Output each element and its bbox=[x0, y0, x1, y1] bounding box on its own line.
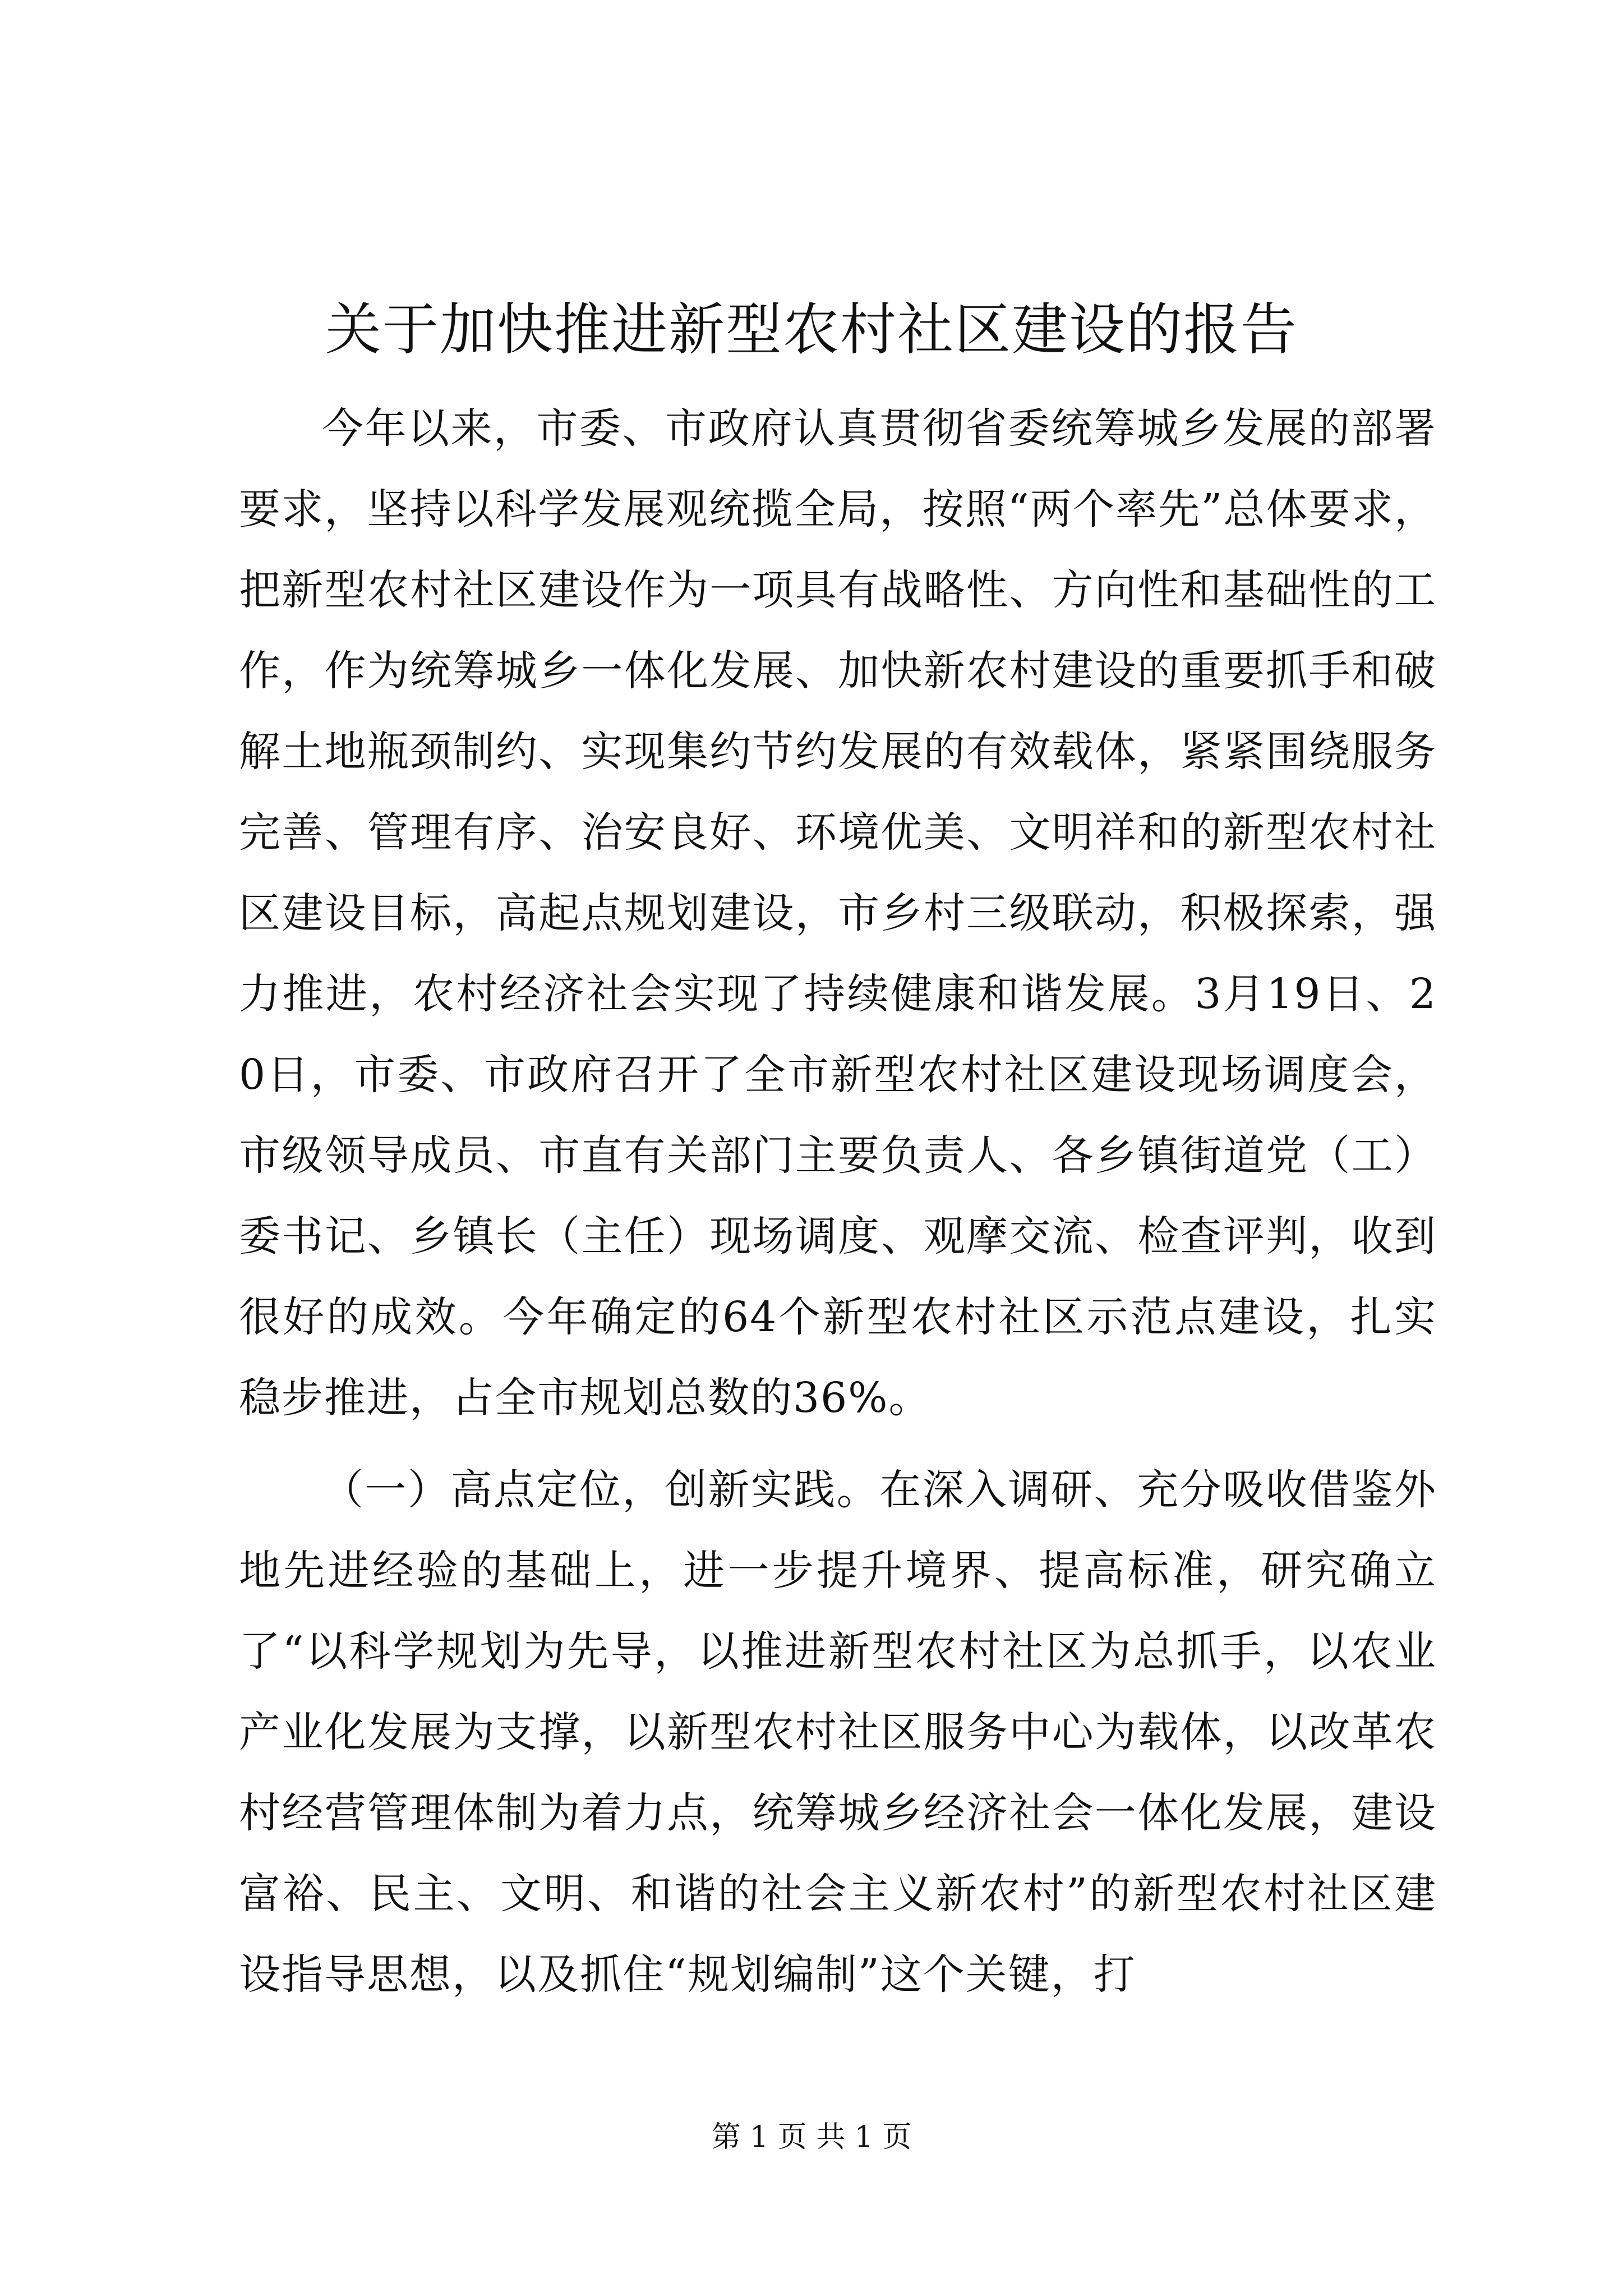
paragraph-section-one: （一）高点定位，创新实践。在深入调研、充分吸收借鉴外地先进经验的基础上，进一步提升境界、提高标准，研究确立了“以科学规划为先导，以推进新型农村社区为总抓手，以农业产业化发展为支撑，以新型农村社区服务中心为载体，以改革农村经营管理体制为着力点，统筹城乡经济社会一体化发展，建设富裕、民主、文明、和谐的社会主义新农村”的新型农村社区建设指导思想，以及抓住“规划编制”这个关键，打 bbox=[239, 1466, 1437, 1999]
document-title: 关于加快推进新型农村社区建设的报告 bbox=[325, 297, 1298, 362]
paragraph-intro: 今年以来，市委、市政府认真贯彻省委统筹城乡发展的部署要求，坚持以科学发展观统揽全局，按照“两个率先”总体要求，把新型农村社区建设作为一项具有战略性、方向性和基础性的工作，作为统筹城乡一体化发展、加快新农村建设的重要抓手和破解土地瓶颈制约、实现集约节约发展的有效载体，紧紧围绕服务完善、管理有序、治安良好、环境优美、文明祥和的新型农村社区建设目标，高起点规划建设，市乡村三级联动，积极探索，强力推进，农村经济社会实现了持续健康和谐发展。3月19日、20日，市委、市政府召开了全市新型农村社区建设现场调度会，市级领导成员、市直有关部门主要负责人、各乡镇街道党（工）委书记、乡镇长（主任）现场调度、观摩交流、检查评判，收到很好的成效。今年确定的64个新型农村社区示范点建设，扎实稳步推进，占全市规划总数的36%。 bbox=[239, 404, 1437, 1422]
page-number-footer: 第 1 页 共 1 页 bbox=[711, 2120, 912, 2154]
document-body bbox=[239, 388, 1437, 2015]
